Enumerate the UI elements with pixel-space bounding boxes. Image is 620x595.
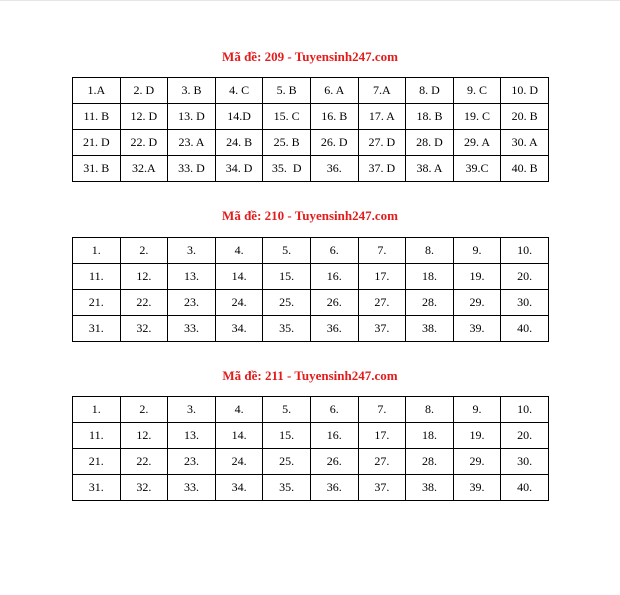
table-row	[73, 130, 549, 156]
answer-cell: 34. D	[215, 156, 263, 182]
table-row	[73, 78, 549, 104]
answer-cell: 8. D	[406, 78, 454, 104]
answer-cell: 30.	[501, 449, 549, 475]
table-row	[73, 316, 549, 342]
answer-cell: 7.	[358, 397, 406, 423]
answer-cell: 25.	[263, 290, 311, 316]
answer-cell: 30. A	[501, 130, 549, 156]
answer-cell: 8.	[406, 238, 454, 264]
answer-cell: 15. C	[263, 104, 311, 130]
answer-cell: 3.	[168, 238, 216, 264]
answer-cell: 25.	[263, 449, 311, 475]
answer-cell: 27.	[358, 290, 406, 316]
answer-cell: 30.	[501, 290, 549, 316]
answer-cell: 13.	[168, 423, 216, 449]
answer-cell: 23.	[168, 449, 216, 475]
answer-cell: 15.	[263, 264, 311, 290]
answer-cell: 19.	[453, 264, 501, 290]
answer-cell: 4. C	[215, 78, 263, 104]
answer-cell: 15.	[263, 423, 311, 449]
answer-cell: 26.	[310, 290, 358, 316]
answer-cell: 13.	[168, 264, 216, 290]
answer-cell: 33.	[168, 316, 216, 342]
table-row	[73, 397, 549, 423]
answer-cell: 28. D	[406, 130, 454, 156]
answer-cell: 17.	[358, 264, 406, 290]
answer-cell: 35.	[263, 316, 311, 342]
answer-cell: 5. B	[263, 78, 311, 104]
answer-cell: 31.	[73, 316, 121, 342]
answer-cell: 4.	[215, 238, 263, 264]
answer-cell: 2. D	[120, 78, 168, 104]
answer-cell: 33.	[168, 475, 216, 501]
answer-table-210	[72, 237, 549, 342]
answer-cell: 4.	[215, 397, 263, 423]
answer-cell: 1.	[73, 397, 121, 423]
answer-cell: 12. D	[120, 104, 168, 130]
answer-cell: 11.	[73, 423, 121, 449]
answer-cell: 14.	[215, 423, 263, 449]
answer-cell: 22. D	[120, 130, 168, 156]
answer-cell: 18.	[406, 264, 454, 290]
answer-cell: 13. D	[168, 104, 216, 130]
answer-cell: 38. A	[406, 156, 454, 182]
answer-cell: 2.	[120, 397, 168, 423]
answer-cell: 39.C	[453, 156, 501, 182]
answer-cell: 40.	[501, 316, 549, 342]
answer-cell: 32.A	[120, 156, 168, 182]
answer-cell: 3.	[168, 397, 216, 423]
answer-cell: 1.A	[73, 78, 121, 104]
section-title-210: Mã đề: 210 - Tuyensinh247.com	[222, 208, 398, 223]
answer-cell: 12.	[120, 264, 168, 290]
answer-cell: 7.	[358, 238, 406, 264]
answer-cell: 10.	[501, 238, 549, 264]
answer-cell: 10. D	[501, 78, 549, 104]
answer-cell: 5.	[263, 397, 311, 423]
answer-cell: 36.	[310, 475, 358, 501]
answer-cell: 10.	[501, 397, 549, 423]
answer-cell: 36.	[310, 156, 358, 182]
answer-cell: 14.D	[215, 104, 263, 130]
table-row	[73, 449, 549, 475]
answer-cell: 6.	[310, 238, 358, 264]
answer-table-209	[72, 77, 549, 182]
answer-cell: 36.	[310, 316, 358, 342]
answer-cell: 8.	[406, 397, 454, 423]
answer-cell: 28.	[406, 290, 454, 316]
answer-cell: 24.	[215, 290, 263, 316]
answer-cell: 27.	[358, 449, 406, 475]
answer-cell: 40.	[501, 475, 549, 501]
answer-cell: 3. B	[168, 78, 216, 104]
answer-cell: 28.	[406, 449, 454, 475]
answer-cell: 20.	[501, 423, 549, 449]
answer-cell: 16.	[310, 264, 358, 290]
answer-cell: 9.	[453, 397, 501, 423]
answer-cell: 16.	[310, 423, 358, 449]
page-top-edge	[0, 0, 620, 1]
answer-cell: 39.	[453, 316, 501, 342]
answer-cell: 1.	[73, 238, 121, 264]
table-row	[73, 423, 549, 449]
answer-cell: 14.	[215, 264, 263, 290]
answer-cell: 18. B	[406, 104, 454, 130]
answer-cell: 27. D	[358, 130, 406, 156]
answer-cell: 32.	[120, 316, 168, 342]
table-row	[73, 156, 549, 182]
answer-cell: 24.	[215, 449, 263, 475]
table-row	[73, 264, 549, 290]
answer-cell: 12.	[120, 423, 168, 449]
answer-cell: 21.	[73, 449, 121, 475]
answer-cell: 6. A	[310, 78, 358, 104]
answer-cell: 32.	[120, 475, 168, 501]
answer-cell: 24. B	[215, 130, 263, 156]
answer-cell: 31. B	[73, 156, 121, 182]
answer-cell: 33. D	[168, 156, 216, 182]
answer-cell: 7.A	[358, 78, 406, 104]
answer-cell: 17.	[358, 423, 406, 449]
answer-cell: 21. D	[73, 130, 121, 156]
answer-cell: 5.	[263, 238, 311, 264]
answer-cell: 9.	[453, 238, 501, 264]
answer-cell: 35.	[263, 475, 311, 501]
table-row	[73, 475, 549, 501]
answer-cell: 29.	[453, 290, 501, 316]
answer-cell: 11. B	[73, 104, 121, 130]
answer-cell: 21.	[73, 290, 121, 316]
section-title-209: Mã đề: 209 - Tuyensinh247.com	[222, 49, 398, 64]
answer-cell: 16. B	[310, 104, 358, 130]
answer-cell: 2.	[120, 238, 168, 264]
answer-cell: 37.	[358, 316, 406, 342]
answer-cell: 38.	[406, 316, 454, 342]
table-row	[73, 238, 549, 264]
answer-cell: 29. A	[453, 130, 501, 156]
answer-cell: 20.	[501, 264, 549, 290]
answer-cell: 39.	[453, 475, 501, 501]
answer-cell: 29.	[453, 449, 501, 475]
table-row	[73, 104, 549, 130]
answer-cell: 17. A	[358, 104, 406, 130]
answer-cell: 34.	[215, 316, 263, 342]
answer-cell: 22.	[120, 290, 168, 316]
answer-cell: 20. B	[501, 104, 549, 130]
answer-cell: 6.	[310, 397, 358, 423]
answer-cell: 26.	[310, 449, 358, 475]
answer-cell: 25. B	[263, 130, 311, 156]
section-title-211: Mã đề: 211 - Tuyensinh247.com	[222, 368, 398, 383]
answer-cell: 9. C	[453, 78, 501, 104]
answer-cell: 26. D	[310, 130, 358, 156]
answer-cell: 38.	[406, 475, 454, 501]
answer-cell: 11.	[73, 264, 121, 290]
answer-cell: 37. D	[358, 156, 406, 182]
answer-cell: 23.	[168, 290, 216, 316]
answer-cell: 23. A	[168, 130, 216, 156]
answer-cell: 40. B	[501, 156, 549, 182]
answer-table-211	[72, 396, 549, 501]
answer-cell: 37.	[358, 475, 406, 501]
answer-cell: 31.	[73, 475, 121, 501]
answer-cell: 18.	[406, 423, 454, 449]
answer-cell: 22.	[120, 449, 168, 475]
table-row	[73, 290, 549, 316]
answer-cell: 34.	[215, 475, 263, 501]
answer-cell: 19. C	[453, 104, 501, 130]
answer-cell: 19.	[453, 423, 501, 449]
answer-cell: 35. D	[263, 156, 311, 182]
